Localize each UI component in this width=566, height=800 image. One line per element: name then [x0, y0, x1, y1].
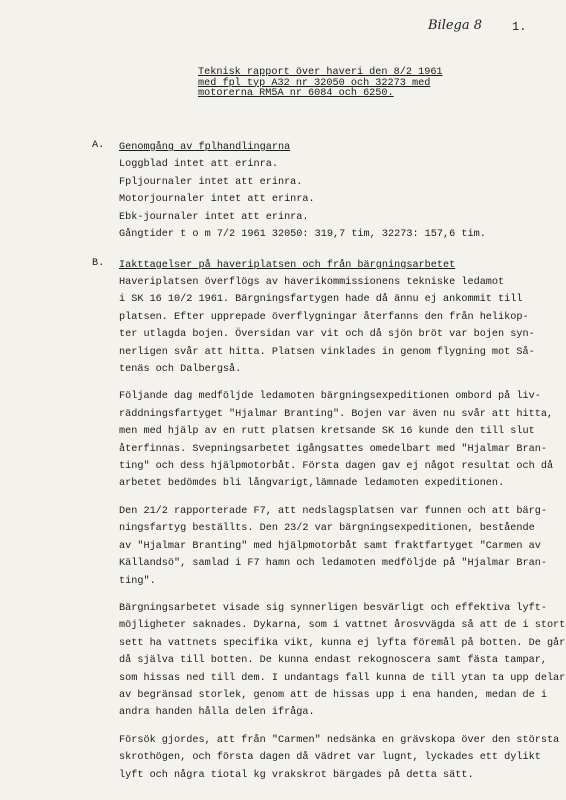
paragraph-line: av "Hjalmar Branting" med hjälpmotorbåt samt fraktfartyget "Carmen av — [119, 540, 541, 552]
paragraph-line: tenäs och Dalbergså. — [119, 364, 242, 376]
paragraph-line: ting" och dess hjälpmotorbåt. Första dagen gav ej något resultat och då — [119, 461, 554, 473]
paragraph-line: ter utlagda bojen. Översidan var vit och då sjön bröt var bojen syn- — [119, 329, 535, 341]
section-a-line: Loggblad intet att erinra. — [119, 159, 278, 170]
paragraph-line: Källandsö", samlad i F7 hamn och ledamoten medföljde på "Hjalmar Bran- — [119, 558, 547, 570]
report-title — [198, 68, 443, 100]
title-line: motorerna RM5A nr 6084 och 6250. — [198, 88, 394, 99]
paragraph-line: räddningsfartyget "Hjalmar Branting". Bojen var även nu svår att hitta, — [119, 408, 554, 420]
title-line: Teknisk rapport över haveri den 8/2 1961 — [198, 67, 443, 78]
paragraph-line: men med hjälp av en rutt platsen kretsande SK 16 kunde den till slut — [119, 426, 535, 438]
handwritten-annotation: Bilega 8 — [428, 18, 483, 33]
section-a-heading: Genomgång av fplhandlingarna — [119, 142, 291, 153]
section-a-line: Fpljournaler intet att erinra. — [119, 176, 303, 188]
section-a-letter: A. — [92, 140, 105, 151]
paragraph-line: lyft och några tiotal kg vrakskrot bärgades på detta sätt. — [119, 769, 474, 781]
paragraph-line: nerligen svår att hitta. Platsen vinklades in genom flygning mot Så- — [119, 346, 535, 358]
section-a — [119, 140, 519, 244]
section-b-heading: Iakttagelser på haveriplatsen och från bärgningsarbetet — [119, 260, 456, 271]
paragraph-line: av begränsad storlek, genom att de hissas upp i ena handen, medan de i — [119, 689, 547, 701]
paragraph-line: arbetet bedömdes bli långvarigt,lämnade ledamoten expeditionen. — [119, 478, 505, 490]
paragraph-line: sett ha vattnets specifika vikt, kunna ej lyfta föremål på botten. De går — [119, 637, 566, 649]
section-a-line: Ebk-journaler intet att erinra. — [119, 211, 309, 223]
paragraph — [119, 274, 535, 378]
section-a-line: Gångtider t o m 7/2 1961 32050: 319,7 tim, 32273: 157,6 tim. — [119, 229, 486, 240]
paragraph — [119, 732, 560, 784]
paragraph — [119, 503, 547, 590]
section-b-letter: B. — [92, 258, 105, 269]
paragraph-line: Haveriplatsen överflögs av haverikommissionens tekniske ledamot — [119, 277, 505, 288]
paragraph-line: Bärgningsarbetet visade sig synnerligen besvärligt och effektiva lyft- — [119, 602, 547, 614]
paragraph-line: andra handen hålla delen ifråga. — [119, 707, 315, 719]
paragraph-line: som hissas ned till dem. I undantags fall kunna de till ytan ta upp delar — [119, 672, 566, 684]
paragraph-line: Den 21/2 rapporterade F7, att nedslagsplatsen var funnen och att bärg- — [119, 505, 547, 517]
paragraph-line: skrothögen, och första dagen då vädret var lugnt, lyckades ett dylikt — [119, 752, 541, 764]
paragraph-line: ting". — [119, 575, 156, 587]
paragraph-line: Försök gjordes, att från "Carmen" nedsänka en grävskopa över den största — [119, 734, 560, 746]
section-b — [119, 258, 566, 794]
title-line: med fpl typ A32 nr 32050 och 32273 med — [198, 77, 431, 89]
paragraph — [119, 600, 566, 722]
paragraph-line: Följande dag medföljde ledamoten bärgningsexpeditionen ombord på liv- — [119, 391, 541, 403]
section-a-line: Motorjournaler intet att erinra. — [119, 194, 315, 205]
paragraph-line: ningsfartyg beställts. Den 23/2 var bärgningsexpeditionen, bestående — [119, 523, 535, 535]
page-number: 1. — [512, 20, 527, 34]
paragraph-line: då själva till botten. De kunna endast rekognoscera samt fästa tampar, — [119, 655, 547, 667]
paragraph — [119, 388, 554, 492]
paragraph-line: återfinnas. Svepningsarbetet igångsattes omedelbart med "Hjalmar Bran- — [119, 443, 547, 455]
paragraph-line: platsen. Efter upprepade överflygningar återfanns den från helikop- — [119, 311, 529, 323]
paragraph-line: i SK 16 10/2 1961. Bärgningsfartygen hade då ännu ej ankommit till — [119, 294, 523, 306]
paragraph-line: möjligheter saknades. Dykarna, som i vattnet årosvvägda så att de i stort — [119, 620, 566, 632]
